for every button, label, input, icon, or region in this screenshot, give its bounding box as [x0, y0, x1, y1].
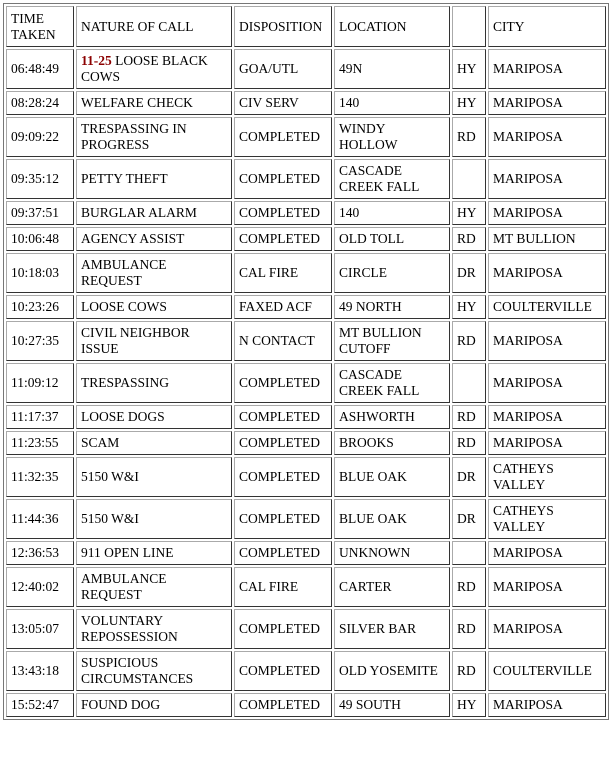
nature-text: FOUND DOG	[81, 697, 161, 712]
table-row	[6, 609, 606, 649]
table-row	[6, 541, 606, 565]
table-row	[6, 567, 606, 607]
cell-location: 140	[334, 91, 450, 115]
cell-road-type: RD	[452, 609, 486, 649]
cell-road-type: DR	[452, 457, 486, 497]
cell-disposition: GOA/UTL	[234, 49, 332, 89]
cell-disposition: COMPLETED	[234, 227, 332, 251]
cell-location: MT BULLION CUTOFF	[334, 321, 450, 361]
cell-time-taken: 06:48:49	[6, 49, 74, 89]
cell-city: MARIPOSA	[488, 567, 606, 607]
cell-road-type: RD	[452, 117, 486, 157]
table-row	[6, 651, 606, 691]
table-row	[6, 321, 606, 361]
cell-city: CATHEYS VALLEY	[488, 499, 606, 539]
nature-text: 5150 W&I	[81, 511, 139, 526]
cell-city: MT BULLION	[488, 227, 606, 251]
cell-time-taken: 10:06:48	[6, 227, 74, 251]
cell-city: MARIPOSA	[488, 91, 606, 115]
nature-text: AGENCY ASSIST	[81, 231, 185, 246]
header-location: LOCATION	[334, 6, 450, 47]
table-row	[6, 159, 606, 199]
cell-time-taken: 11:44:36	[6, 499, 74, 539]
cell-nature-of-call	[76, 201, 232, 225]
cell-city: COULTERVILLE	[488, 295, 606, 319]
cell-time-taken: 09:09:22	[6, 117, 74, 157]
nature-text: LOOSE BLACK COWS	[81, 53, 208, 84]
cell-location: CASCADE CREEK FALL	[334, 159, 450, 199]
cell-disposition: COMPLETED	[234, 405, 332, 429]
cell-disposition: CAL FIRE	[234, 253, 332, 293]
cell-nature-of-call	[76, 609, 232, 649]
cell-disposition: COMPLETED	[234, 201, 332, 225]
cell-road-type: HY	[452, 91, 486, 115]
cell-city: COULTERVILLE	[488, 651, 606, 691]
cell-location: WINDY HOLLOW	[334, 117, 450, 157]
header-time-taken: TIME TAKEN	[6, 6, 74, 47]
cell-road-type: RD	[452, 405, 486, 429]
cell-nature-of-call	[76, 541, 232, 565]
nature-text: 911 OPEN LINE	[81, 545, 174, 560]
cell-time-taken: 10:23:26	[6, 295, 74, 319]
table-row	[6, 363, 606, 403]
cell-time-taken: 13:43:18	[6, 651, 74, 691]
nature-text: VOLUNTARY REPOSSESSION	[81, 613, 178, 644]
cell-disposition: COMPLETED	[234, 431, 332, 455]
header-city: CITY	[488, 6, 606, 47]
nature-text: CIVIL NEIGHBOR ISSUE	[81, 325, 190, 356]
cell-city: MARIPOSA	[488, 159, 606, 199]
cell-road-type: HY	[452, 693, 486, 717]
table-row	[6, 405, 606, 429]
cell-nature-of-call	[76, 405, 232, 429]
cell-time-taken: 12:40:02	[6, 567, 74, 607]
cell-location: CARTER	[334, 567, 450, 607]
cell-location: CIRCLE	[334, 253, 450, 293]
cell-location: BROOKS	[334, 431, 450, 455]
cell-nature-of-call	[76, 431, 232, 455]
call-log-table	[3, 3, 609, 720]
cell-disposition: COMPLETED	[234, 363, 332, 403]
table-row	[6, 295, 606, 319]
cell-disposition: FAXED ACF	[234, 295, 332, 319]
table-row	[6, 117, 606, 157]
header-nature-of-call: NATURE OF CALL	[76, 6, 232, 47]
cell-location: BLUE OAK	[334, 457, 450, 497]
header-road-type	[452, 6, 486, 47]
cell-road-type	[452, 541, 486, 565]
cell-time-taken: 09:37:51	[6, 201, 74, 225]
cell-road-type: RD	[452, 431, 486, 455]
cell-time-taken: 12:36:53	[6, 541, 74, 565]
cell-time-taken: 08:28:24	[6, 91, 74, 115]
cell-nature-of-call	[76, 567, 232, 607]
table-row	[6, 201, 606, 225]
cell-time-taken: 11:09:12	[6, 363, 74, 403]
cell-city: MARIPOSA	[488, 253, 606, 293]
nature-text: TRESPASSING	[81, 375, 170, 390]
table-row	[6, 499, 606, 539]
cell-nature-of-call	[76, 693, 232, 717]
cell-location: OLD TOLL	[334, 227, 450, 251]
table-row	[6, 693, 606, 717]
cell-disposition: N CONTACT	[234, 321, 332, 361]
cell-disposition: COMPLETED	[234, 117, 332, 157]
cell-nature-of-call	[76, 227, 232, 251]
cell-road-type: HY	[452, 49, 486, 89]
cell-nature-of-call	[76, 253, 232, 293]
cell-time-taken: 11:23:55	[6, 431, 74, 455]
cell-disposition: CIV SERV	[234, 91, 332, 115]
nature-text: 5150 W&I	[81, 469, 139, 484]
cell-road-type: RD	[452, 321, 486, 361]
table-row	[6, 91, 606, 115]
cell-city: MARIPOSA	[488, 49, 606, 89]
cell-time-taken: 11:32:35	[6, 457, 74, 497]
header-disposition: DISPOSITION	[234, 6, 332, 47]
cell-city: MARIPOSA	[488, 693, 606, 717]
cell-road-type: RD	[452, 567, 486, 607]
cell-nature-of-call	[76, 321, 232, 361]
table-row	[6, 431, 606, 455]
cell-location: UNKNOWN	[334, 541, 450, 565]
cell-nature-of-call	[76, 295, 232, 319]
table-row	[6, 227, 606, 251]
table-row	[6, 49, 606, 89]
cell-location: ASHWORTH	[334, 405, 450, 429]
nature-text: AMBULANCE REQUEST	[81, 257, 167, 288]
cell-nature-of-call	[76, 117, 232, 157]
cell-disposition: COMPLETED	[234, 693, 332, 717]
nature-text: BURGLAR ALARM	[81, 205, 197, 220]
cell-road-type: RD	[452, 227, 486, 251]
cell-location: CASCADE CREEK FALL	[334, 363, 450, 403]
cell-location: BLUE OAK	[334, 499, 450, 539]
cell-location: 140	[334, 201, 450, 225]
cell-road-type	[452, 363, 486, 403]
cell-time-taken: 10:27:35	[6, 321, 74, 361]
cell-nature-of-call	[76, 457, 232, 497]
nature-text: TRESPASSING IN PROGRESS	[81, 121, 187, 152]
cell-time-taken: 13:05:07	[6, 609, 74, 649]
nature-text: LOOSE COWS	[81, 299, 167, 314]
cell-time-taken: 15:52:47	[6, 693, 74, 717]
call-log-body	[6, 6, 606, 717]
cell-disposition: COMPLETED	[234, 541, 332, 565]
cell-road-type: RD	[452, 651, 486, 691]
cell-disposition: COMPLETED	[234, 457, 332, 497]
cell-location: SILVER BAR	[334, 609, 450, 649]
nature-text: SCAM	[81, 435, 120, 450]
nature-text: LOOSE DOGS	[81, 409, 165, 424]
cell-location: 49 NORTH	[334, 295, 450, 319]
cell-location: 49N	[334, 49, 450, 89]
cell-city: MARIPOSA	[488, 321, 606, 361]
cell-nature-of-call	[76, 363, 232, 403]
cell-location: OLD YOSEMITE	[334, 651, 450, 691]
cell-city: MARIPOSA	[488, 431, 606, 455]
cell-road-type: HY	[452, 201, 486, 225]
table-row	[6, 253, 606, 293]
cell-nature-of-call	[76, 159, 232, 199]
cell-nature-of-call	[76, 499, 232, 539]
cell-road-type: DR	[452, 499, 486, 539]
cell-disposition: COMPLETED	[234, 609, 332, 649]
cell-nature-of-call	[76, 91, 232, 115]
cell-road-type: DR	[452, 253, 486, 293]
cell-city: MARIPOSA	[488, 609, 606, 649]
nature-text: SUSPICIOUS CIRCUMSTANCES	[81, 655, 194, 686]
cell-nature-of-call	[76, 49, 232, 89]
cell-city: CATHEYS VALLEY	[488, 457, 606, 497]
cell-city: MARIPOSA	[488, 117, 606, 157]
cell-city: MARIPOSA	[488, 201, 606, 225]
cell-city: MARIPOSA	[488, 541, 606, 565]
table-row	[6, 457, 606, 497]
cell-time-taken: 09:35:12	[6, 159, 74, 199]
cell-disposition: COMPLETED	[234, 651, 332, 691]
cell-time-taken: 10:18:03	[6, 253, 74, 293]
cell-time-taken: 11:17:37	[6, 405, 74, 429]
nature-text: AMBULANCE REQUEST	[81, 571, 167, 602]
cell-city: MARIPOSA	[488, 363, 606, 403]
cell-road-type	[452, 159, 486, 199]
cell-location: 49 SOUTH	[334, 693, 450, 717]
nature-text: PETTY THEFT	[81, 171, 168, 186]
nature-text: WELFARE CHECK	[81, 95, 193, 110]
call-code: 11-25	[81, 53, 112, 68]
header-row	[6, 6, 606, 47]
cell-nature-of-call	[76, 651, 232, 691]
cell-road-type: HY	[452, 295, 486, 319]
cell-disposition: CAL FIRE	[234, 567, 332, 607]
cell-city: MARIPOSA	[488, 405, 606, 429]
cell-disposition: COMPLETED	[234, 159, 332, 199]
cell-disposition: COMPLETED	[234, 499, 332, 539]
